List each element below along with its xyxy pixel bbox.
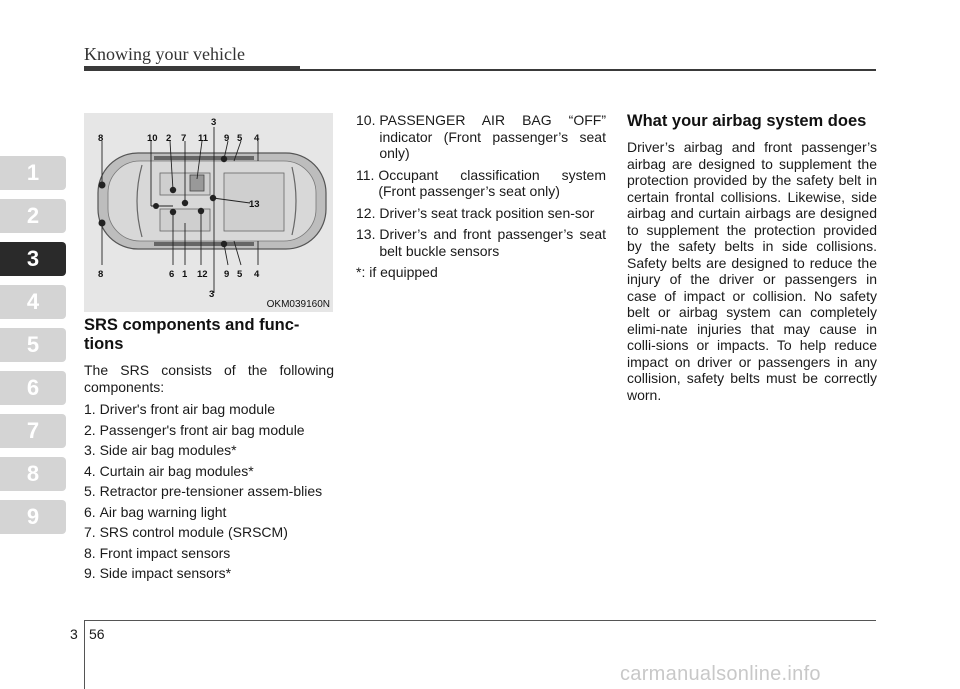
component-item (84, 463, 334, 480)
component-text: Occupant classification system (Front passenger’s seat only) (378, 166, 606, 199)
footer-page-number: 56 (89, 626, 105, 642)
chapter-tab-8[interactable]: 8 (0, 457, 66, 491)
footer-rule (84, 620, 876, 621)
component-item (84, 565, 334, 582)
page-header-title: Knowing your vehicle (84, 44, 245, 64)
component-number: 7. (84, 524, 100, 540)
callout-number: 5 (237, 269, 243, 280)
chapter-tab-5[interactable]: 5 (0, 328, 66, 362)
equipped-note: *: if equipped (356, 264, 438, 280)
watermark: carmanualsonline.info (620, 663, 821, 685)
component-item (356, 205, 606, 222)
srs-intro-text: The SRS consists of the following components: (84, 362, 334, 395)
chapter-tab-2[interactable]: 2 (0, 199, 66, 233)
callout-number: 2 (166, 133, 172, 144)
callout-number: 8 (98, 133, 104, 144)
callout-number: 7 (181, 133, 187, 144)
component-number: 1. (84, 401, 100, 417)
column-right (627, 112, 877, 409)
column-left (84, 316, 334, 586)
footer-divider (84, 620, 85, 689)
component-number: 4. (84, 462, 100, 479)
callout-number: 4 (254, 133, 260, 144)
component-item (356, 226, 606, 259)
component-number: 5. (84, 483, 100, 499)
chapter-tab-7[interactable]: 7 (0, 414, 66, 448)
component-text: SRS control module (SRSCM) (99, 524, 288, 540)
component-item (84, 401, 334, 418)
header-rule-thick (84, 66, 300, 71)
callout-number: 3 (209, 289, 215, 300)
component-text: Driver’s seat track position sen-sor (379, 204, 595, 221)
curtain-airbag-bottom (154, 242, 254, 246)
component-number: 11. (356, 166, 379, 183)
component-item (356, 167, 606, 200)
column-middle (356, 112, 606, 281)
component-text: PASSENGER AIR BAG “OFF” indicator (Front passenger’s seat only) (379, 112, 606, 161)
component-number: 8. (84, 544, 100, 561)
section-title-line2: tions (84, 335, 124, 353)
component-item (84, 442, 334, 459)
component-text: Retractor pre-tensioner assem-blies (99, 483, 323, 499)
section-title-line1: SRS components and func- (84, 316, 300, 334)
chapter-tab-1[interactable]: 1 (0, 156, 66, 190)
component-text: Side air bag modules* (99, 442, 237, 458)
callout-number: 10 (147, 133, 158, 144)
header-rule-thin (300, 69, 876, 71)
component-text: Driver's front air bag module (99, 401, 275, 417)
callout-number: 13 (249, 199, 260, 210)
component-number: 3. (84, 442, 100, 458)
component-item (356, 112, 606, 162)
footer-chapter-number: 3 (70, 626, 78, 642)
component-text: Front impact sensors (99, 544, 231, 561)
chapter-tab-3[interactable]: 3 (0, 242, 66, 276)
section-title-srs-components (84, 316, 334, 354)
callout-number: 1 (182, 269, 188, 280)
chapter-tab-4[interactable]: 4 (0, 285, 66, 319)
callout-number: 3 (211, 117, 217, 128)
component-text: Air bag warning light (99, 503, 227, 520)
component-number: 2. (84, 421, 100, 438)
component-number: 13. (356, 226, 380, 242)
callout-number: 9 (224, 133, 230, 144)
callout-number: 8 (98, 269, 104, 280)
component-item (84, 422, 334, 439)
srs-diagram-figure (84, 113, 333, 312)
chapter-tab-9[interactable]: 9 (0, 500, 66, 534)
section-title-airbag-system: What your airbag system does (627, 112, 867, 130)
component-text: Driver’s and front passenger’s seat belt buckle sensors (379, 226, 606, 259)
component-item (84, 524, 334, 541)
component-text: Curtain air bag modules* (99, 462, 254, 479)
component-item (84, 545, 334, 562)
component-text: Side impact sensors* (99, 565, 232, 581)
chapter-tab-6[interactable]: 6 (0, 371, 66, 405)
component-item (84, 504, 334, 521)
callout-number: 9 (224, 269, 230, 280)
components-list-continued (356, 112, 606, 259)
component-number: 10. (356, 112, 380, 128)
callout-number: 4 (254, 269, 260, 280)
curtain-airbag-top (154, 156, 254, 160)
components-list (84, 401, 334, 582)
component-item (84, 483, 334, 500)
callout-number: 11 (198, 133, 209, 144)
callout-number: 12 (197, 269, 208, 280)
callout-number: 6 (169, 269, 175, 280)
car-topview-diagram (84, 113, 333, 312)
component-text: Passenger's front air bag module (99, 421, 305, 438)
callout-number: 5 (237, 133, 243, 144)
component-number: 12. (356, 204, 380, 221)
figure-code: OKM039160N (266, 299, 330, 310)
component-number: 6. (84, 503, 100, 520)
airbag-system-body: Driver’s airbag and front passenger’s airbag are designed to supplement the protection provided by the safety belt in certain frontal collisions. Likewise, side airbag and curtain airbags are designed to supplement the protection provided by the safety belts in side collisions. Safety belts are designed to reduce the injury of the driver or passengers in case of impact or collision. No safety belt or airbag system can completely elimi-nate injuries that may cause in colli-sions or impacts. To help reduce impact on driver or passengers in any collision, safety belts must be correctly worn. (627, 139, 877, 403)
component-number: 9. (84, 565, 100, 581)
